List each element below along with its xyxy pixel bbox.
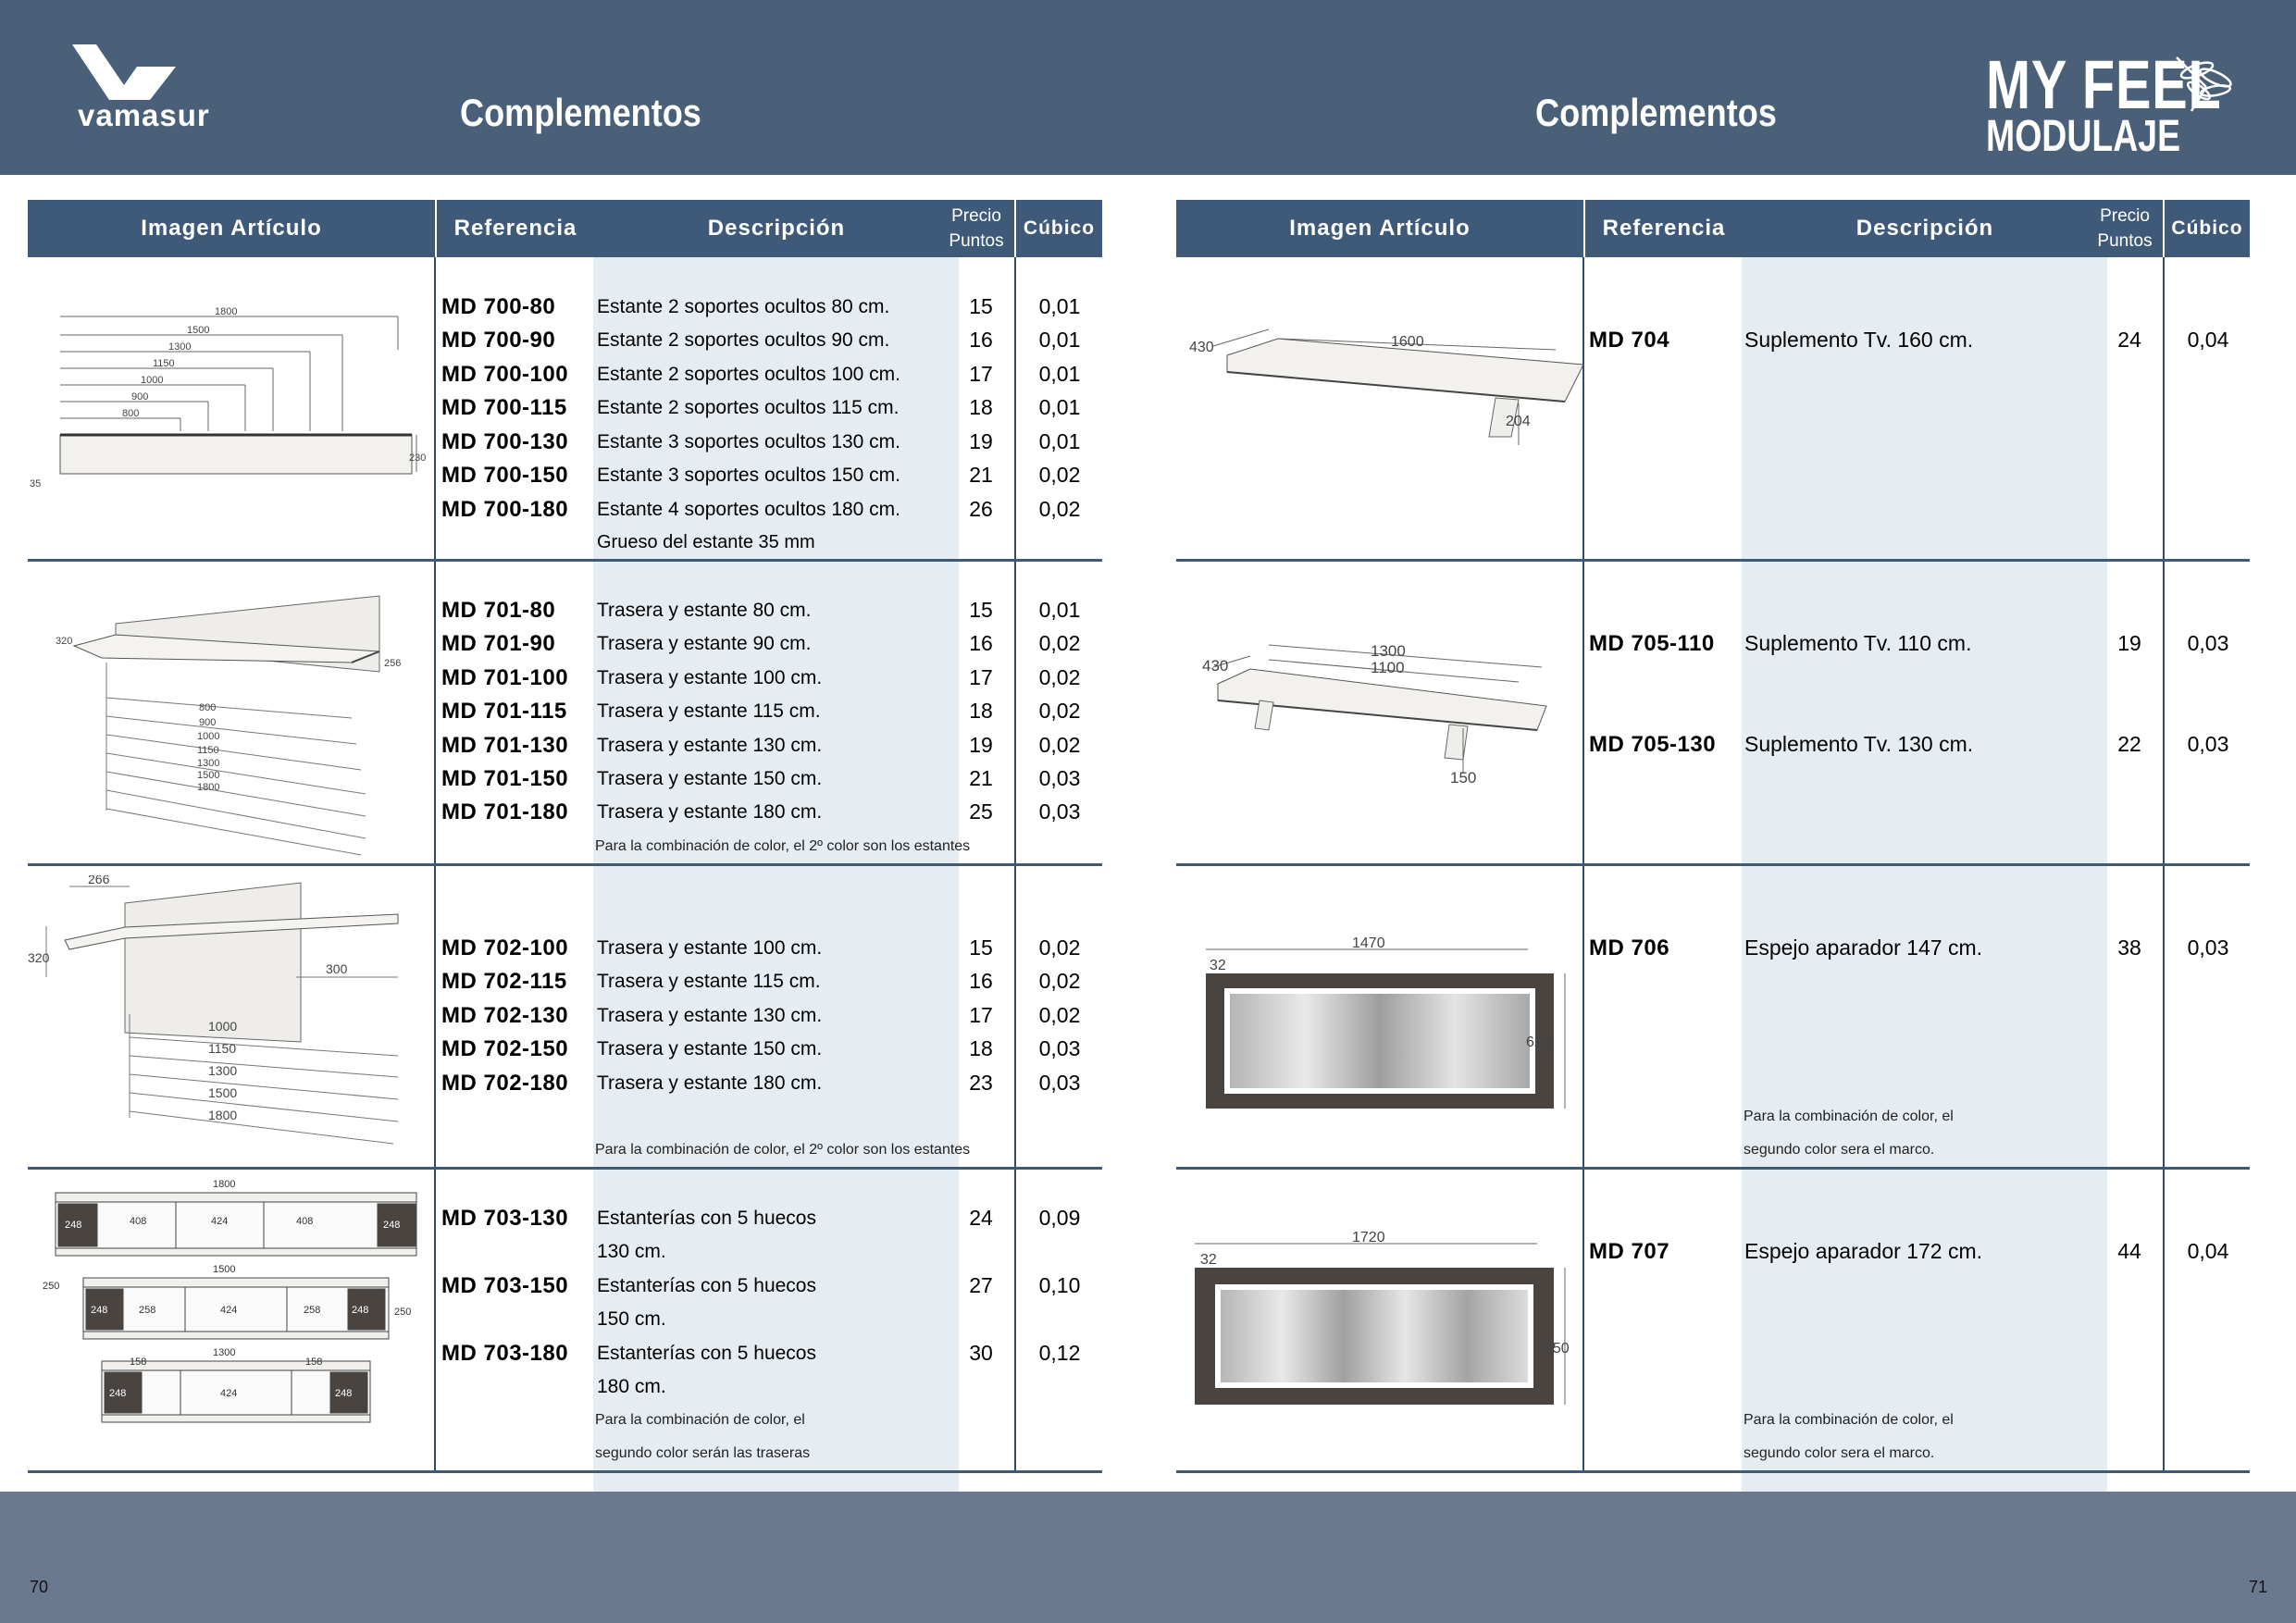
- product-reference: MD 702-180: [441, 1071, 569, 1096]
- price-points: 17: [969, 665, 993, 689]
- product-description: Estante 2 soportes ocultos 100 cm.: [597, 364, 901, 385]
- price-points: 18: [969, 699, 993, 723]
- dim-label: 408: [296, 1216, 314, 1227]
- col-header-price-l2: Puntos: [949, 231, 1004, 251]
- cubic-value: 0,02: [1038, 665, 1081, 689]
- row-divider: [1176, 1167, 2250, 1170]
- dim-label: 408: [130, 1216, 147, 1227]
- collection-logo: [1986, 46, 2288, 162]
- cubic-value: 0,03: [2187, 631, 2229, 655]
- dim-label: 1300: [208, 1063, 238, 1078]
- product-description: Trasera y estante 180 cm.: [597, 801, 823, 823]
- col-header-price-l1: Precio: [2100, 206, 2150, 226]
- product-note: Para la combinación de color, el: [1744, 1109, 1954, 1124]
- price-points: 38: [2117, 935, 2141, 960]
- product-reference: MD 701-90: [441, 631, 556, 656]
- cubic-value: 0,01: [1038, 362, 1081, 386]
- row-divider: [1176, 863, 2250, 866]
- product-description: Trasera y estante 115 cm.: [597, 971, 821, 992]
- product-reference: MD 700-100: [441, 362, 569, 387]
- dim-label: 266: [88, 875, 110, 886]
- product-description: Estante 4 soportes ocultos 180 cm.: [597, 499, 901, 520]
- cubic-value: 0,01: [1038, 395, 1081, 419]
- cubic-value: 0,10: [1038, 1273, 1081, 1297]
- product-reference: MD 701-150: [441, 766, 569, 791]
- product-description: Estante 2 soportes ocultos 80 cm.: [597, 296, 890, 317]
- dim-label: 258: [139, 1305, 156, 1316]
- col-header-cubic: Cúbico: [2171, 217, 2243, 239]
- collection-logo-line2: MODULAJE: [1986, 112, 2181, 162]
- dim-label: 424: [220, 1388, 238, 1399]
- product-reference: MD 703-150: [441, 1273, 569, 1298]
- bookcase-dimension-drawing: [28, 1176, 435, 1444]
- mirror-dimension-drawing: [1176, 922, 1583, 1125]
- dim-label: 35: [30, 478, 42, 489]
- dim-label: 1300: [168, 341, 192, 353]
- dim-label: 1800: [197, 782, 220, 793]
- dim-label: 430: [1189, 340, 1214, 355]
- row-divider: [28, 1470, 1102, 1473]
- price-points: 15: [969, 294, 993, 318]
- dim-label: 1000: [208, 1019, 238, 1034]
- cubic-value: 0,12: [1038, 1341, 1081, 1365]
- row-divider: [1176, 1470, 2250, 1473]
- price-points: 17: [969, 362, 993, 386]
- product-note: Grueso del estante 35 mm: [597, 532, 815, 552]
- row-divider: [28, 1167, 1102, 1170]
- cubic-value: 0,01: [1038, 429, 1081, 453]
- col-header-price: [2092, 200, 2157, 257]
- product-description: Trasera y estante 80 cm.: [597, 600, 812, 621]
- dim-label: 430: [1202, 657, 1229, 675]
- product-reference: MD 702-130: [441, 1003, 569, 1028]
- col-header-desc: Descripción: [1855, 216, 1994, 241]
- vamasur-logo-icon: [72, 44, 176, 100]
- product-description: Espejo aparador 172 cm.: [1744, 1239, 1982, 1263]
- product-description: Trasera y estante 90 cm.: [597, 633, 812, 654]
- product-description: Trasera y estante 150 cm.: [597, 1038, 823, 1059]
- product-reference: MD 704: [1589, 328, 1670, 353]
- dim-label: 620: [1526, 1035, 1551, 1050]
- dim-label: 1300: [1371, 642, 1406, 660]
- dim-label: 900: [199, 717, 217, 728]
- dim-label: 1600: [1391, 334, 1424, 350]
- dim-label: 248: [335, 1388, 353, 1399]
- product-note: Para la combinación de color, el: [1744, 1412, 1954, 1428]
- price-points: 44: [2117, 1239, 2141, 1263]
- cubic-value: 0,02: [1038, 1003, 1081, 1027]
- dim-label: 230: [409, 452, 427, 464]
- cubic-value: 0,03: [2187, 935, 2229, 960]
- cubic-value: 0,02: [1038, 935, 1081, 960]
- product-description: Estante 3 soportes ocultos 130 cm.: [597, 431, 901, 452]
- dim-label: 1500: [197, 770, 220, 781]
- product-note: Para la combinación de color, el 2º color son los estantes: [595, 838, 971, 854]
- cubic-value: 0,02: [1038, 497, 1081, 521]
- product-description: Trasera y estante 180 cm.: [597, 1072, 823, 1094]
- dim-label: 32: [1200, 1252, 1217, 1268]
- price-points: 19: [969, 429, 993, 453]
- price-points: 17: [969, 1003, 993, 1027]
- cubic-value: 0,02: [1038, 463, 1081, 487]
- product-description: Suplemento Tv. 160 cm.: [1744, 328, 1974, 352]
- product-note: Para la combinación de color, el: [595, 1412, 805, 1428]
- dim-label: 248: [65, 1220, 82, 1231]
- company-logo-text: vamasur: [78, 98, 210, 132]
- product-reference: MD 705-130: [1589, 732, 1717, 757]
- dim-label: 424: [211, 1216, 229, 1227]
- col-header-cubic: Cúbico: [1023, 217, 1096, 239]
- dim-label: 1500: [213, 1264, 236, 1275]
- shelf-dimension-drawing: [28, 304, 435, 516]
- dim-label: 900: [131, 391, 149, 403]
- tv-support-dimension-drawing: [1176, 320, 1583, 459]
- dim-label: 256: [384, 658, 402, 669]
- bottom-banner: [0, 1492, 2296, 1623]
- product-note: segundo color sera el marco.: [1744, 1142, 1935, 1158]
- collection-logo-line1: MY FEEL: [1986, 46, 2222, 123]
- dim-label: 424: [220, 1305, 238, 1316]
- cubic-value: 0,01: [1038, 294, 1081, 318]
- cubic-value: 0,03: [2187, 732, 2229, 756]
- cubic-value: 0,01: [1038, 328, 1081, 352]
- shelf-back-dimension-drawing: [28, 875, 435, 1153]
- dim-label: 300: [326, 961, 348, 976]
- price-points: 21: [969, 766, 993, 790]
- dim-label: 250: [43, 1281, 60, 1292]
- product-reference: MD 700-150: [441, 463, 569, 488]
- dim-label: 1800: [208, 1108, 238, 1122]
- product-description: Trasera y estante 150 cm.: [597, 768, 823, 789]
- product-reference: MD 700-90: [441, 328, 556, 353]
- product-note: Para la combinación de color, el 2º color son los estantes: [595, 1142, 971, 1158]
- product-reference: MD 701-130: [441, 733, 569, 758]
- dim-label: 158: [130, 1357, 147, 1368]
- col-header-price-l1: Precio: [951, 206, 1001, 226]
- dim-label: 320: [56, 636, 73, 647]
- cubic-value: 0,03: [1038, 799, 1081, 824]
- shelf-back-dimension-drawing: [28, 588, 435, 857]
- dim-label: 250: [394, 1307, 412, 1318]
- price-points: 18: [969, 395, 993, 419]
- product-description: Estante 3 soportes ocultos 150 cm.: [597, 465, 901, 486]
- dim-label: 650: [1545, 1341, 1570, 1357]
- product-reference: MD 707: [1589, 1239, 1670, 1264]
- dim-label: 1000: [197, 731, 220, 742]
- price-points: 15: [969, 598, 993, 622]
- col-header-price: [944, 200, 1009, 257]
- col-header-image: Imagen Artículo: [141, 216, 322, 241]
- dim-label: 800: [199, 702, 217, 713]
- product-reference: MD 702-100: [441, 935, 569, 960]
- product-reference: MD 700-115: [441, 395, 567, 420]
- price-points: 30: [969, 1341, 993, 1365]
- product-reference: MD 705-110: [1589, 631, 1715, 656]
- page-number-left: 70: [30, 1578, 49, 1596]
- product-reference: MD 703-180: [441, 1341, 569, 1366]
- product-note: segundo color sera el marco.: [1744, 1445, 1935, 1461]
- row-divider: [28, 559, 1102, 562]
- cubic-value: 0,01: [1038, 598, 1081, 622]
- dim-label: 248: [109, 1388, 127, 1399]
- product-reference: MD 700-180: [441, 497, 569, 522]
- cubic-value: 0,03: [1038, 1036, 1081, 1060]
- price-points: 24: [2117, 328, 2141, 352]
- price-points: 19: [969, 733, 993, 757]
- dim-label: 248: [91, 1305, 108, 1316]
- price-points: 25: [969, 799, 993, 824]
- product-description: Estanterías con 5 huecos: [597, 1208, 816, 1229]
- product-reference: MD 702-115: [441, 969, 567, 994]
- top-banner: [0, 0, 2296, 175]
- dim-label: 32: [1210, 958, 1226, 973]
- product-description-size: 150 cm.: [597, 1308, 666, 1330]
- product-description: Estante 2 soportes ocultos 115 cm.: [597, 397, 900, 418]
- dim-label: 320: [28, 950, 50, 965]
- dim-label: 1150: [153, 358, 175, 369]
- product-description: Trasera y estante 130 cm.: [597, 735, 823, 756]
- product-description-size: 130 cm.: [597, 1241, 666, 1262]
- dim-label: 1150: [208, 1041, 237, 1056]
- product-description: Trasera y estante 115 cm.: [597, 700, 821, 722]
- product-reference: MD 703-130: [441, 1206, 569, 1231]
- dragonfly-icon: [2169, 54, 2236, 118]
- cubic-value: 0,02: [1038, 969, 1081, 993]
- cubic-value: 0,09: [1038, 1206, 1081, 1230]
- product-reference: MD 700-130: [441, 429, 569, 454]
- row-divider: [28, 863, 1102, 866]
- dim-label: 1800: [215, 306, 238, 317]
- price-points: 16: [969, 969, 993, 993]
- tv-support-dimension-drawing: [1176, 612, 1583, 815]
- price-points: 26: [969, 497, 993, 521]
- page-number-right: 71: [2249, 1578, 2268, 1596]
- description-column-shade: [1742, 257, 2107, 1492]
- product-reference: MD 700-80: [441, 294, 556, 319]
- right-table: [1176, 200, 2250, 1492]
- product-description: Estanterías con 5 huecos: [597, 1275, 816, 1296]
- product-description: Estanterías con 5 huecos: [597, 1343, 816, 1364]
- product-reference: MD 701-115: [441, 699, 567, 724]
- price-points: 19: [2117, 631, 2141, 655]
- price-points: 18: [969, 1036, 993, 1060]
- price-points: 16: [969, 328, 993, 352]
- price-points: 16: [969, 631, 993, 655]
- product-description: Suplemento Tv. 110 cm.: [1744, 631, 1972, 655]
- cubic-value: 0,02: [1038, 733, 1081, 757]
- product-reference: MD 701-180: [441, 799, 569, 824]
- dim-label: 204: [1506, 414, 1531, 429]
- product-description: Espejo aparador 147 cm.: [1744, 935, 1982, 960]
- dim-label: 1150: [197, 745, 219, 756]
- dim-label: 248: [383, 1220, 401, 1231]
- col-header-ref: Referencia: [453, 216, 577, 241]
- cubic-value: 0,04: [2187, 328, 2229, 352]
- dim-label: 1470: [1352, 935, 1385, 951]
- cubic-value: 0,04: [2187, 1239, 2229, 1263]
- page-title-right: Complementos: [1535, 91, 1777, 134]
- dim-label: 1000: [141, 375, 164, 386]
- dim-label: 1300: [197, 758, 220, 769]
- col-header-ref: Referencia: [1602, 216, 1726, 241]
- mirror-dimension-drawing: [1176, 1227, 1583, 1431]
- product-description-size: 180 cm.: [597, 1376, 666, 1397]
- dim-label: 248: [352, 1305, 369, 1316]
- product-note: segundo color serán las traseras: [595, 1445, 811, 1461]
- price-points: 23: [969, 1071, 993, 1095]
- product-description: Estante 2 soportes ocultos 90 cm.: [597, 329, 890, 351]
- product-reference: MD 706: [1589, 935, 1670, 960]
- dim-label: 1500: [208, 1085, 238, 1100]
- cubic-value: 0,03: [1038, 766, 1081, 790]
- cubic-value: 0,02: [1038, 699, 1081, 723]
- price-points: 22: [2117, 732, 2141, 756]
- product-description: Trasera y estante 130 cm.: [597, 1005, 823, 1026]
- row-divider: [1176, 559, 2250, 562]
- cubic-value: 0,03: [1038, 1071, 1081, 1095]
- product-description: Trasera y estante 100 cm.: [597, 667, 823, 688]
- product-reference: MD 701-80: [441, 598, 556, 623]
- dim-label: 150: [1450, 769, 1477, 787]
- dim-label: 1720: [1352, 1230, 1385, 1245]
- dim-label: 1800: [213, 1179, 236, 1190]
- dim-label: 158: [305, 1357, 323, 1368]
- col-header-image: Imagen Artículo: [1289, 216, 1471, 241]
- dim-label: 800: [122, 408, 140, 419]
- col-header-desc: Descripción: [707, 216, 846, 241]
- col-header-price-l2: Puntos: [2097, 231, 2153, 251]
- cubic-value: 0,02: [1038, 631, 1081, 655]
- product-reference: MD 702-150: [441, 1036, 569, 1061]
- product-reference: MD 701-100: [441, 665, 569, 690]
- left-table: [28, 200, 1102, 1492]
- product-description: Suplemento Tv. 130 cm.: [1744, 732, 1974, 756]
- price-points: 27: [969, 1273, 993, 1297]
- price-points: 24: [969, 1206, 993, 1230]
- dim-label: 1100: [1371, 659, 1405, 676]
- page-title-left: Complementos: [460, 91, 701, 134]
- product-description: Trasera y estante 100 cm.: [597, 937, 823, 959]
- dim-label: 1300: [213, 1347, 236, 1358]
- dim-label: 258: [304, 1305, 321, 1316]
- dim-label: 1500: [187, 325, 210, 336]
- price-points: 15: [969, 935, 993, 960]
- price-points: 21: [969, 463, 993, 487]
